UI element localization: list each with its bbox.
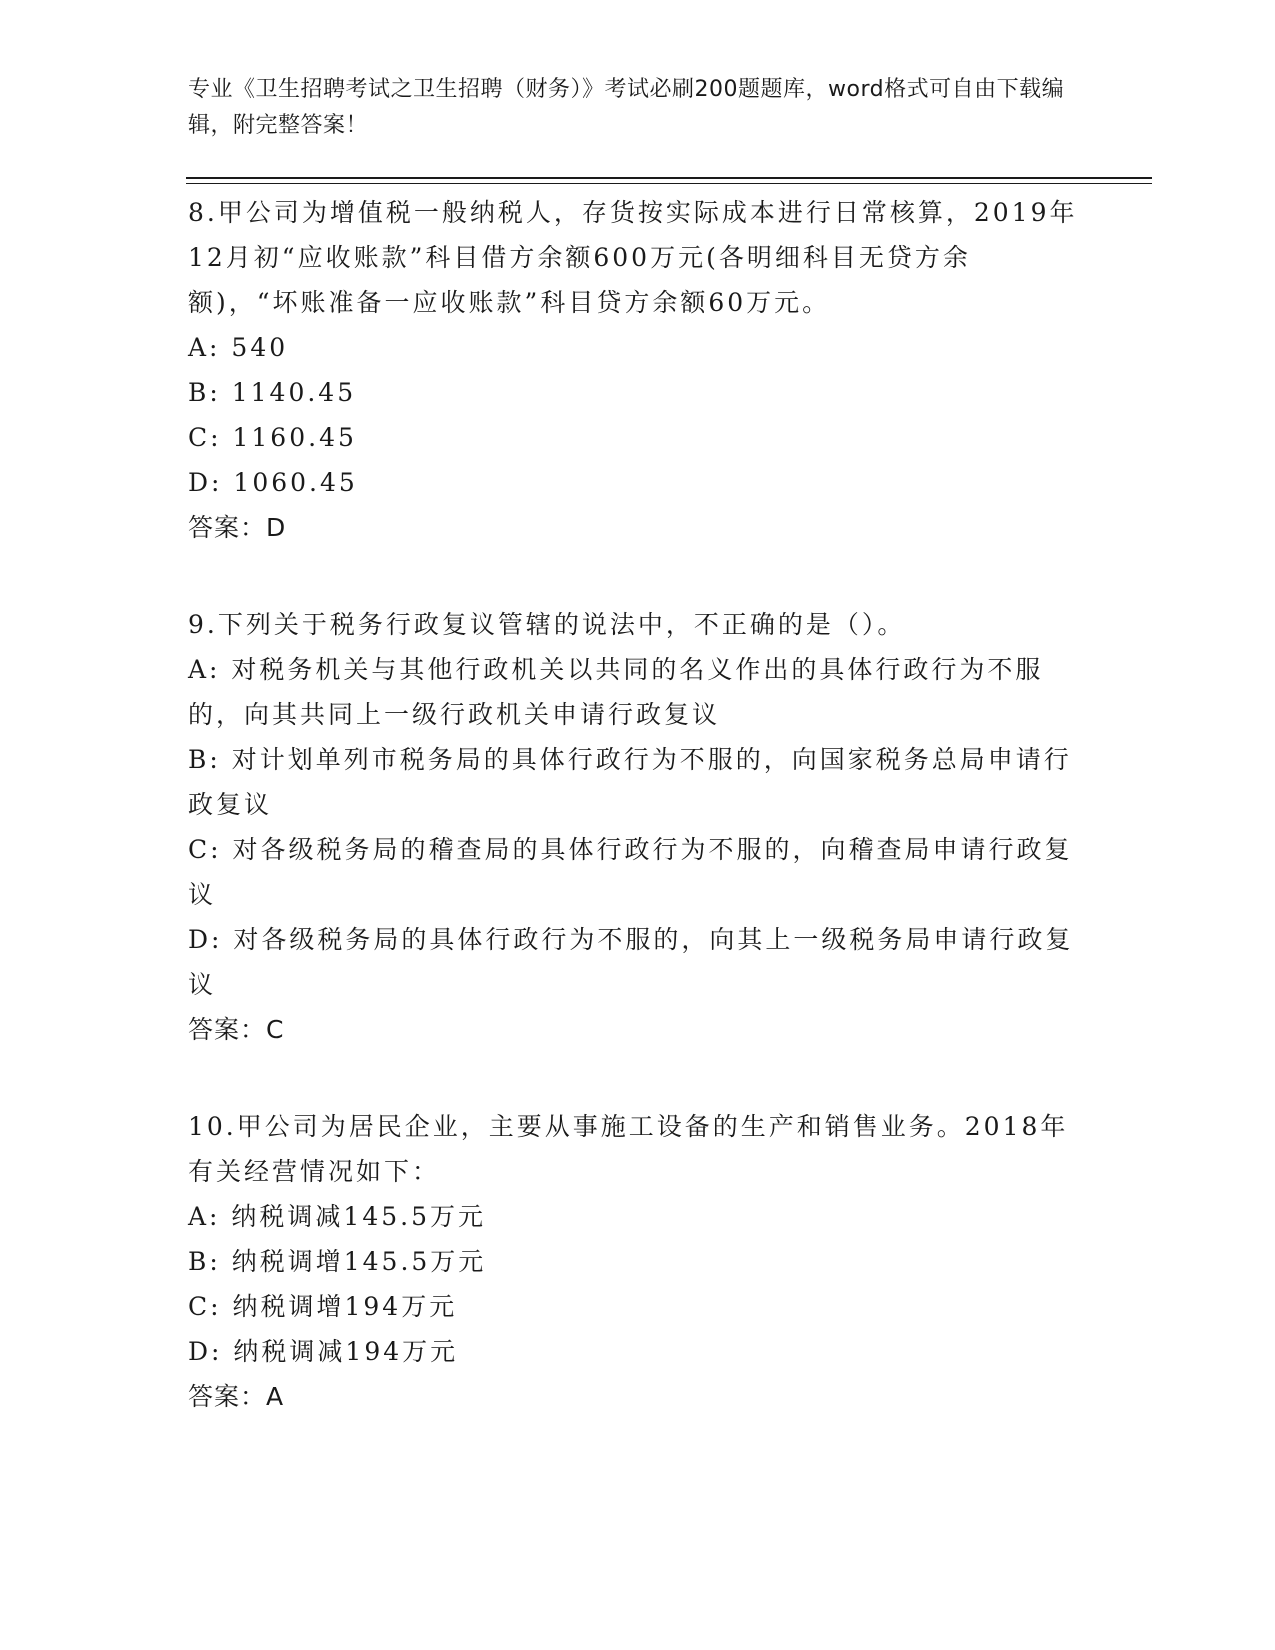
- option-c: C: 1160.45: [188, 423, 357, 452]
- question-text: 10.甲公司为居民企业，主要从事施工设备的生产和销售业务。2018年有关经营情况如下：: [188, 1112, 1069, 1186]
- header-divider-thick: [186, 177, 1152, 179]
- question-8: [188, 190, 1078, 550]
- header-divider-thin: [186, 183, 1152, 184]
- answer-line: 答案：D: [188, 513, 287, 542]
- option-d: D: 纳税调减194万元: [188, 1337, 459, 1366]
- option-a: A: 纳税调减145.5万元: [188, 1202, 486, 1231]
- answer-line: 答案：A: [188, 1382, 285, 1411]
- option-b: B: 1140.45: [188, 378, 357, 407]
- option-a: A: 540: [188, 333, 289, 362]
- option-d: D: 对各级税务局的具体行政行为不服的，向其上一级税务局申请行政复议: [188, 925, 1074, 999]
- option-b: B: 纳税调增145.5万元: [188, 1247, 487, 1276]
- answer-line: 答案：C: [188, 1015, 285, 1044]
- document-header: 专业《卫生招聘考试之卫生招聘（财务）》考试必刷200题题库，word格式可自由下载编辑，附完整答案！: [188, 77, 1065, 138]
- question-text: 8.甲公司为增值税一般纳税人，存货按实际成本进行日常核算，2019年12月初“应收账款”科目借方余额600万元(各明细科目无贷方余额)，“坏账准备一应收账款”科目贷方余额60万元。: [188, 198, 1078, 317]
- question-9: [188, 602, 1078, 1052]
- question-10: [188, 1104, 1078, 1419]
- option-d: D: 1060.45: [188, 468, 358, 497]
- option-c: C: 纳税调增194万元: [188, 1292, 458, 1321]
- question-text: 9.下列关于税务行政复议管辖的说法中，不正确的是（）。: [188, 610, 906, 639]
- question-list: [188, 190, 1078, 1419]
- option-a: A: 对税务机关与其他行政机关以共同的名义作出的具体行政行为不服的，向其共同上一级行政机关申请行政复议: [188, 655, 1044, 729]
- option-c: C: 对各级税务局的稽查局的具体行政行为不服的，向稽查局申请行政复议: [188, 835, 1073, 909]
- option-b: B: 对计划单列市税务局的具体行政行为不服的，向国家税务总局申请行政复议: [188, 745, 1072, 819]
